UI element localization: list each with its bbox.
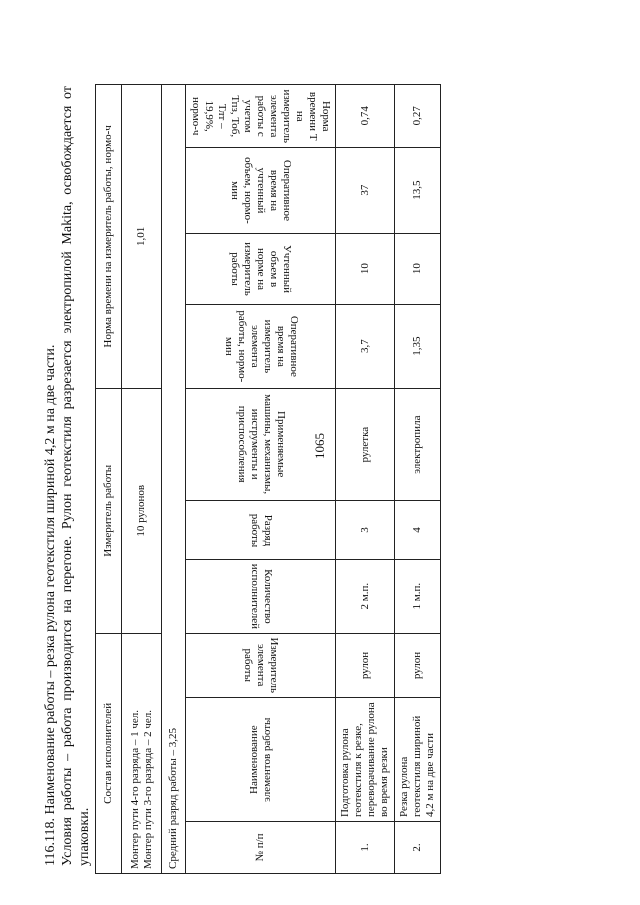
col-norm: Норма времени Т на измеритель элемента работы с учетом Тпз, Тоб, Тлт – 19,9%, нормо-ч — [186, 85, 336, 148]
crew-list — [122, 633, 162, 873]
heading — [42, 86, 93, 866]
row-count: 2 м.п. — [336, 559, 395, 633]
row-name: Подготовка рулона геотекстиля к резке, переворачивание рулона во время резки — [336, 698, 395, 822]
row-op-total: 13,5 — [395, 147, 441, 233]
col-tools: Применяемые машины, механизмы, инструменты и приспособления — [186, 388, 336, 501]
row-op-time: 3,7 — [336, 304, 395, 388]
crew-header: Состав исполнителей — [96, 633, 122, 873]
row-num: 2. — [395, 822, 441, 874]
row-count: 1 м.п. — [395, 559, 441, 633]
col-unit: Измеритель элемента работы — [186, 633, 336, 698]
row-num: 1. — [336, 822, 395, 874]
work-title: 116.118. Наименование работы – резка рулона геотекстиля шириной 4,2 м на две части. — [43, 344, 58, 866]
row-grade: 4 — [395, 501, 441, 559]
avg-grade: Средний разряд работы – 3,25 — [162, 85, 186, 874]
col-grade: Разряд работы — [186, 501, 336, 559]
row-unit: рулон — [395, 633, 441, 698]
col-name: Наименование элементов работы — [186, 698, 336, 822]
col-count: Количество исполнителей — [186, 559, 336, 633]
norm-table — [95, 84, 441, 874]
norm-value: 1,01 — [122, 85, 162, 389]
row-volume: 10 — [336, 233, 395, 304]
page-number: 1065 — [312, 433, 327, 459]
row-unit: рулон — [336, 633, 395, 698]
table-row — [395, 85, 441, 874]
meter-header: Измеритель работы — [96, 388, 122, 633]
row-norm: 0,27 — [395, 85, 441, 148]
row-norm: 0,74 — [336, 85, 395, 148]
work-conditions: Условия работы – работа производится на перегоне. Рулон геотекстиля разрезается электропилой Makita, освобождается от упаковки. — [60, 86, 92, 866]
col-op-total: Оперативное время на учтенный объем, нормо-мин — [186, 147, 336, 233]
norm-header: Норма времени на измеритель работы, нормо-ч — [96, 85, 122, 389]
row-op-time: 1,35 — [395, 304, 441, 388]
crew-line: Монтер пути 3-го разряда – 2 чел. — [141, 710, 154, 869]
row-op-total: 37 — [336, 147, 395, 233]
row-tools: рулетка — [336, 388, 395, 501]
col-num: № п/п — [186, 822, 336, 874]
col-volume: Учтенный объем в норме на измеритель работы — [186, 233, 336, 304]
row-tools: электропила — [395, 388, 441, 501]
col-op-time: Оперативное время на измеритель элемента работы, нормо-мин — [186, 304, 336, 388]
row-grade: 3 — [336, 501, 395, 559]
table-row — [336, 85, 395, 874]
meter-value: 10 рулонов — [122, 388, 162, 633]
rotated-sheet — [40, 80, 560, 880]
row-volume: 10 — [395, 233, 441, 304]
crew-line: Монтер пути 4-го разряда – 1 чел. — [128, 710, 141, 869]
row-name: Резка рулона геотекстиля шириной 4,2 м на две части — [395, 698, 441, 822]
